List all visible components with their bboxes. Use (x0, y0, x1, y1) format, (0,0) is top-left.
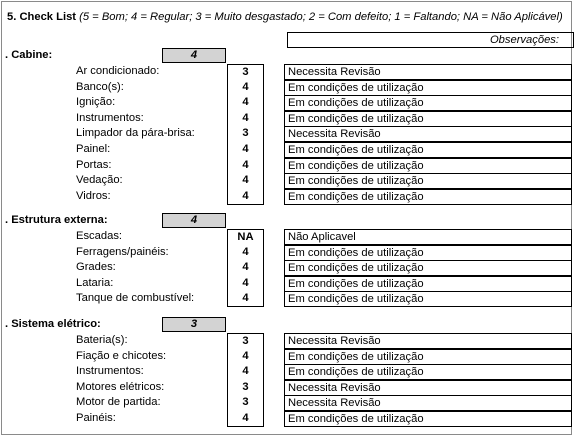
checklist-item-score: NA (227, 229, 264, 245)
checklist-item-label: Motores elétricos: (76, 381, 165, 393)
checklist-item-score: 4 (227, 158, 264, 174)
checklist-item-label: Lataria: (76, 277, 114, 289)
checklist-item-label: Escadas: (76, 230, 123, 242)
checklist-item-score: 4 (227, 260, 264, 276)
checklist-item-observation: Em condições de utilização (284, 173, 572, 189)
section-score: 4 (162, 213, 226, 228)
checklist-item-score: 4 (227, 111, 264, 127)
checklist-item-label: Tanque de combustível: (76, 292, 195, 304)
checklist-item-score: 4 (227, 245, 264, 261)
section-score: 3 (162, 317, 226, 332)
checklist-header (7, 11, 563, 23)
checklist-item-score: 4 (227, 291, 264, 307)
checklist-item-score: 3 (227, 333, 264, 349)
checklist-item-observation: Em condições de utilização (284, 80, 572, 96)
checklist-item-label: Ferragens/painéis: (76, 246, 169, 258)
checklist-item-score: 4 (227, 95, 264, 111)
checklist-item-score: 4 (227, 411, 264, 427)
checklist-item-label: Portas: (76, 159, 112, 171)
section-title: . Estrutura externa: (5, 214, 108, 226)
checklist-item-observation: Necessita Revisão (284, 380, 572, 396)
checklist-item-score: 3 (227, 126, 264, 142)
checklist-item-observation: Em condições de utilização (284, 276, 572, 292)
checklist-item-label: Instrumentos: (76, 112, 144, 124)
checklist-item-observation: Em condições de utilização (284, 158, 572, 174)
checklist-item-score: 4 (227, 364, 264, 380)
checklist-item-label: Grades: (76, 261, 116, 273)
checklist-item-label: Painéis: (76, 412, 116, 424)
checklist-item-label: Motor de partida: (76, 396, 161, 408)
checklist-item-observation: Em condições de utilização (284, 95, 572, 111)
checklist-item-label: Vidros: (76, 190, 111, 202)
checklist-item-observation: Em condições de utilização (284, 364, 572, 380)
checklist-item-observation: Necessita Revisão (284, 126, 572, 142)
checklist-item-score: 4 (227, 189, 264, 205)
checklist-item-observation: Em condições de utilização (284, 111, 572, 127)
checklist-item-label: Banco(s): (76, 81, 124, 93)
checklist-item-score: 4 (227, 173, 264, 189)
checklist-item-observation: Em condições de utilização (284, 189, 572, 205)
checklist-item-label: Bateria(s): (76, 334, 128, 346)
checklist-item-observation: Em condições de utilização (284, 291, 572, 307)
checklist-item-label: Painel: (76, 143, 111, 155)
checklist-item-observation: Em condições de utilização (284, 411, 572, 427)
checklist-item-score: 3 (227, 64, 264, 80)
checklist-item-label: Instrumentos: (76, 365, 144, 377)
checklist-item-observation: Não Aplicavel (284, 229, 572, 245)
checklist-item-score: 3 (227, 380, 264, 396)
rating-legend: (5 = Bom; 4 = Regular; 3 = Muito desgastado; 2 = Com defeito; 1 = Faltando; NA = Não Aplicável) (79, 11, 563, 23)
checklist-item-label: Vedação: (76, 174, 123, 186)
checklist-item-score: 4 (227, 80, 264, 96)
checklist-item-label: Ignição: (76, 96, 116, 108)
checklist-item-observation: Necessita Revisão (284, 333, 572, 349)
checklist-item-label: Limpador da pára-brisa: (76, 127, 195, 139)
checklist-item-score: 4 (227, 142, 264, 158)
checklist-item-label: Fiação e chicotes: (76, 350, 167, 362)
checklist-item-observation: Necessita Revisão (284, 395, 572, 411)
checklist-title: 5. Check List (7, 11, 77, 23)
section-title: . Sistema elétrico: (5, 318, 101, 330)
checklist-item-observation: Necessita Revisão (284, 64, 572, 80)
checklist-item-observation: Em condições de utilização (284, 245, 572, 261)
checklist-item-score: 4 (227, 349, 264, 365)
checklist-item-score: 3 (227, 395, 264, 411)
observations-header: Observações: (287, 32, 574, 48)
checklist-item-observation: Em condições de utilização (284, 260, 572, 276)
section-score: 4 (162, 48, 226, 63)
checklist-item-observation: Em condições de utilização (284, 142, 572, 158)
checklist-item-label: Ar condicionado: (76, 65, 160, 77)
checklist-item-observation: Em condições de utilização (284, 349, 572, 365)
section-title: . Cabine: (5, 49, 53, 61)
checklist-item-score: 4 (227, 276, 264, 292)
